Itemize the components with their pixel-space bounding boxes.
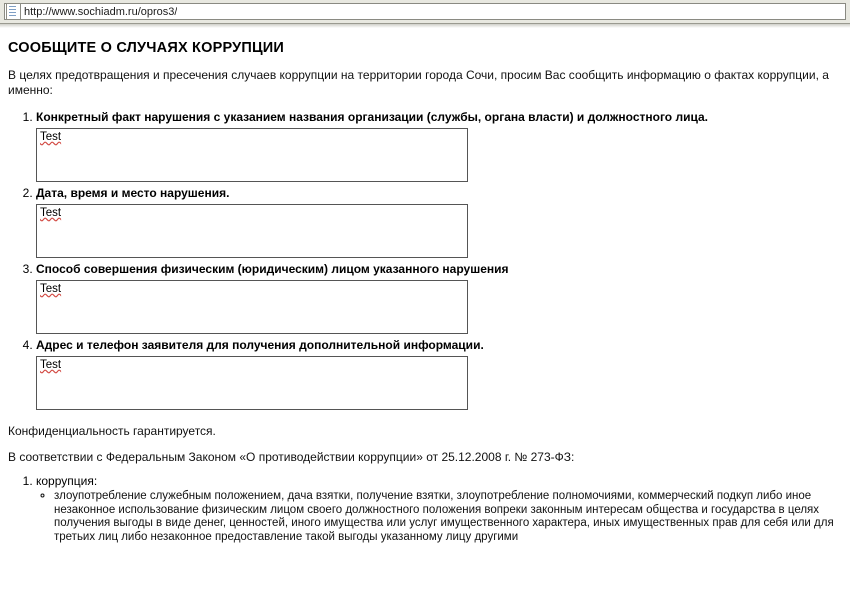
answer-field-2[interactable] xyxy=(36,204,468,258)
page-title: СООБЩИТЕ О СЛУЧАЯХ КОРРУПЦИИ xyxy=(8,40,284,56)
list-item xyxy=(36,186,842,258)
browser-address-bar xyxy=(0,0,850,24)
url-input[interactable] xyxy=(4,3,846,20)
term-label: коррупция: xyxy=(36,474,98,488)
list-item xyxy=(36,262,842,334)
list-item: ◦ злоупотребление служебным положением, дача взятки, получение взятки, злоупотребление полномочиями, коммерческий подкуп либо иное незаконное использование физическим лицом своего должностного положения вопреки законным интересам общества и государства в целях получения выгоды в виде денег, ценностей, иного имущества или услуг имущественного характера, иных имущественных прав для себя или для третьих лиц либо незаконное предоставление такой выгоды указанному лицу другими xyxy=(54,490,842,544)
answer-field-3[interactable] xyxy=(36,280,468,334)
intro-paragraph: В целях предотвращения и пресечения случаев коррупции на территории города Сочи, просим Вас сообщить информацию о фактах коррупции, а именно: xyxy=(8,68,829,97)
question-label: 1. Конкретный факт нарушения с указанием названия организации (службы, органа власти) и должностного лица. xyxy=(36,110,708,124)
answer-field-1[interactable] xyxy=(36,128,468,182)
question-label: 2. Дата, время и место нарушения. xyxy=(36,186,230,200)
list-item xyxy=(36,338,842,410)
question-label: 3. Способ совершения физическим (юридическим) лицом указанного нарушения xyxy=(36,262,509,276)
question-label: 4. Адрес и телефон заявителя для получения дополнительной информации. xyxy=(36,338,484,352)
list-item xyxy=(36,110,842,182)
questions-list xyxy=(8,110,842,410)
law-reference: В соответствии с Федеральным Законом «О противодействии коррупции» от 25.12.2008 г. № 273-ФЗ: xyxy=(8,450,575,464)
answer-field-4[interactable] xyxy=(36,356,468,410)
terms-list xyxy=(8,474,842,544)
term-definition-list xyxy=(36,490,842,544)
confidentiality-note: Конфиденциальность гарантируется. xyxy=(8,424,216,438)
list-item xyxy=(36,474,842,544)
url-text: http://www.sochiadm.ru/opros3/ xyxy=(24,5,178,18)
page-content xyxy=(0,28,850,544)
page-icon xyxy=(6,3,21,20)
